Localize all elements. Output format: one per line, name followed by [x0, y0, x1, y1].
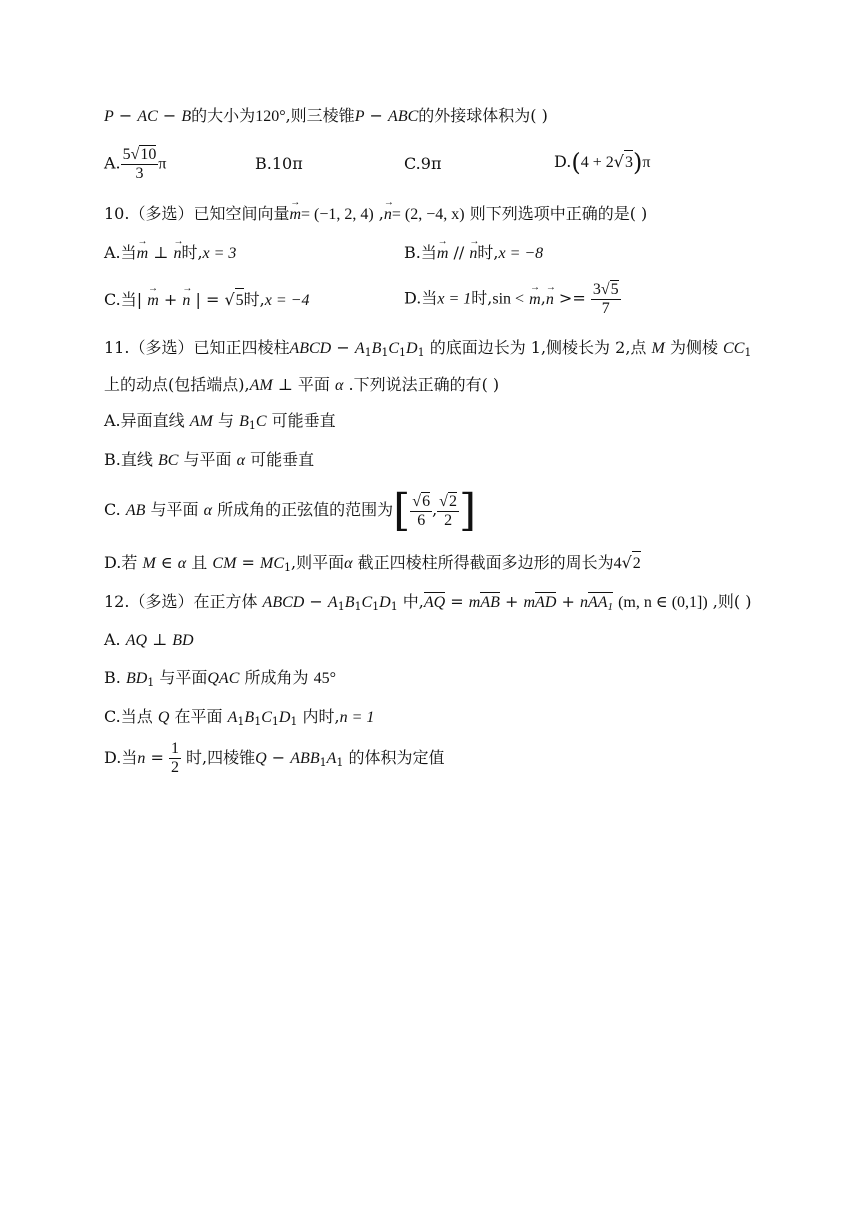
q9-text-end: 的外接球体积为( ): [418, 106, 548, 125]
q11-option-a: A.异面直线 AM 与 $B_1C$ 可能垂直: [104, 411, 336, 432]
q11-option-d: D.若 M ∈ α 且 CM = $MC_1$,则平面α 截正四棱柱所得截面多边形的周长为4√2: [104, 553, 641, 574]
q9-option-c: C.9π: [404, 154, 442, 173]
q11-stem-line2: 上的动点(包括端点),AM ⊥ 平面 α .下列说法正确的有( ): [104, 375, 500, 394]
q11-option-c: C. AB 与平面 α 所成角的正弦值的范围为[ $\frac{√6}{6}$ , $\frac{√2}{2}$ ]: [104, 484, 477, 536]
q10-option-c: C.当| → m + → n | = √5时,x = −4: [104, 288, 309, 313]
q10-option-b: B.当→ m // → n时,x = −8: [404, 241, 543, 266]
q9-option-a: A. $\frac{5√10}{3}$ π: [104, 146, 167, 182]
q12-option-c: C.当点 Q 在平面 $A_1B_1C_1D_1$ 内时,n = 1: [104, 707, 375, 728]
q12-option-b: B. $BD_1$ 与平面QAC 所成角为 45°: [104, 668, 336, 689]
q12-option-d: D.当n = $\frac{1}{2}$ 时,四棱锥$Q - ABB_1A_1$ 的体积为定值: [104, 740, 445, 776]
q9-angle: 120°: [255, 108, 286, 125]
q12-stem: 12.（多选）在正方体 ABCD − $A_1B_1C_1D_1$ 中,AQ = mAB + mAD + nAA$_1$ (m, n ∈ (0,1]) ,则( ): [104, 592, 752, 613]
q9-opt-a-fraction: $\frac{5√10}{3}$: [122, 146, 157, 182]
q10-stem: 10.（多选）已知空间向量→ m= (−1, 2, 4) ,→ n= (2, −4, x) 则下列选项中正确的是( ): [104, 202, 647, 227]
q10-option-d: D.当x = 1时,sin < → m,→ n >= $\frac{3√5}{7}$: [404, 280, 621, 318]
q9-text-mid1: 的大小为: [191, 106, 256, 125]
q12-option-a: A. AQ ⊥ BD: [104, 630, 194, 649]
q9-option-b: B.10π: [255, 154, 303, 173]
q11-option-b: B.直线 BC 与平面 α 可能垂直: [104, 450, 315, 469]
q11-stem-line1: 11.（多选）已知正四棱柱ABCD − $A_1B_1C_1D_1$ 的底面边长为 1,侧棱长为 2,点 M 为侧棱 $CC_1$: [104, 338, 752, 359]
q10-option-a: A.当→ m ⊥ → n时,x = 3: [104, 241, 236, 266]
q9-option-d: D.(4 + 2√3)π: [554, 148, 651, 177]
q9-text-mid2: ,则三棱锥: [285, 106, 355, 125]
q9-stem-line: P − AC − B的大小为120°,则三棱锥P − ABC的外接球体积为( ): [104, 106, 548, 125]
